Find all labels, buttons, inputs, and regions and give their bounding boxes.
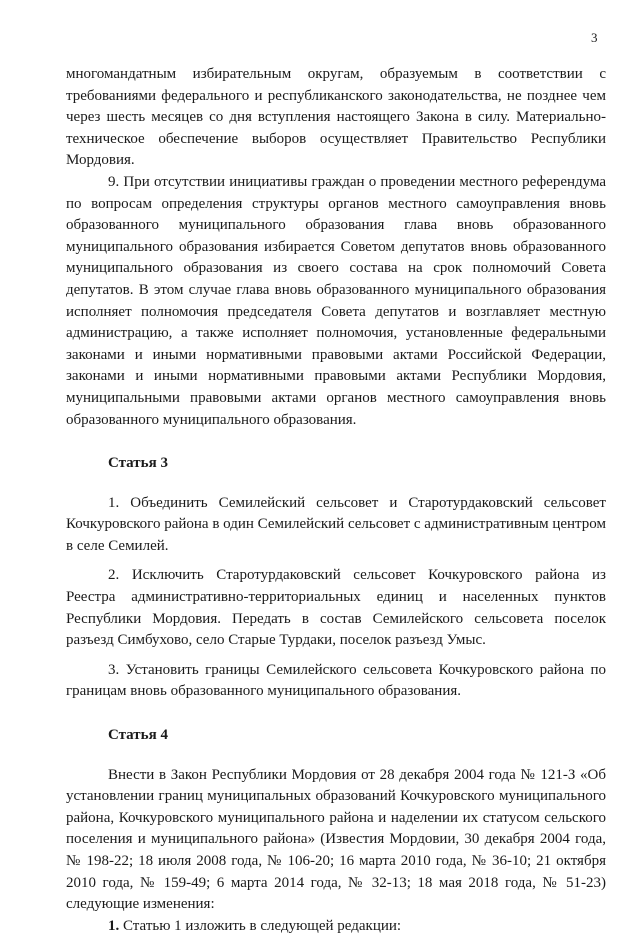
article-3-item-3: 3. Установить границы Семилейского сельсовета Кочкуровского района по границам вновь образованного муниципального образования. <box>66 661 606 700</box>
article-3-item-2: 2. Исключить Старотурдаковский сельсовет Кочкуровского района из Реестра административно-территориальных единиц и населенных пунктов Республики Мордовия. Передать в состав Семилейского сельсовета поселок разъезд Симбухово, село Старые Турдаки, поселок разъезд Умыс. <box>66 567 606 649</box>
article-3-item-1: 1. Объединить Семилейский сельсовет и Старотурдаковский сельсовет Кочкуровского района в один Семилейский сельсовет с административным центром в селе Семилей. <box>66 494 606 554</box>
page-number: 3 <box>591 30 598 45</box>
paragraph-item-9: 9. При отсутствии инициативы граждан о проведении местного референдума по вопросам определения структуры органов местного самоуправления вновь образованного муниципального образования глава вновь образованного муниципального образования избирается Советом депутатов вновь образованного муниципального образования из своего состава на срок полномочий Совета депутатов. В этом случае глава вновь образованного муниципального образования исполняет полномочия председателя Совета депутатов и возглавляет местную администрацию, а также исполняет полномочия, установленные федеральными законами и иными нормативными правовыми актами Российской Федерации, законами и иными нормативными правовыми актами Республики Мордовия, муниципальными правовыми актами органов местного самоуправления вновь образованного муниципального образования. <box>66 173 606 428</box>
article-4-item-1: 1. Статью 1 изложить в следующей редакции: <box>108 917 402 934</box>
paragraph-continuation: многомандатным избирательным округам, образуемым в соответствии с требованиями федерального и республиканского законодательства, не позднее чем через шесть месяцев со дня вступления настоящего Закона в силу. Материально-техническое обеспечение выборов осуществляет Правительство Республики Мордовия. <box>66 66 606 169</box>
article-4-body: Внести в Закон Республики Мордовия от 28 декабря 2004 года № 121-З «Об установлении границ муниципальных образований Кочкуровского муниципального района, Кочкуровского муниципального района и наделении их статусом сельского поселения и муниципального района» (Известия Мордовии, 30 декабря 2004 года, № 198-22; 18 июля 2008 года, № 106-20; 16 марта 2010 года, № 36-10; 21 октября 2010 года, № 159-49; 6 марта 2014 года, № 32-13; 18 мая 2018 года, № 51-23) следующие изменения: <box>66 766 606 913</box>
document-body <box>66 64 606 937</box>
article-4-heading: Статья 4 <box>108 727 168 744</box>
article-3-heading: Статья 3 <box>108 455 168 472</box>
